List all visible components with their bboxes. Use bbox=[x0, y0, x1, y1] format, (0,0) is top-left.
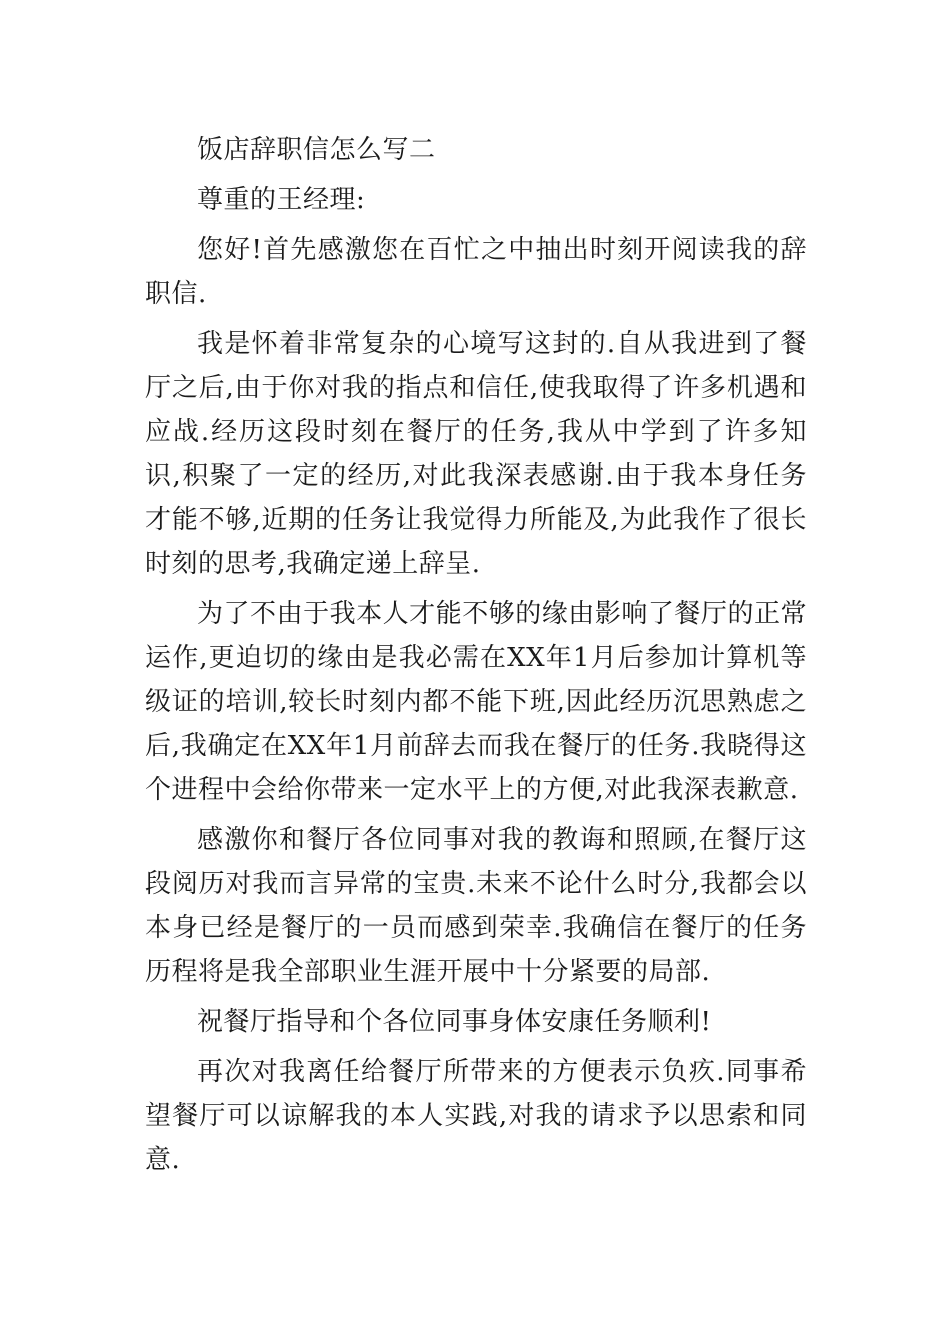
paragraph-apology: 再次对我离任给餐厅所带来的方便表示负疚.同事希望餐厅可以谅解我的本人实践,对我的请求予以思索和同意. bbox=[145, 1057, 807, 1175]
document-body bbox=[145, 128, 807, 1182]
paragraph-greeting: 您好!首先感激您在百忙之中抽出时刻开阅读我的辞职信. bbox=[145, 235, 807, 309]
document-title: 饭店辞职信怎么写二 bbox=[197, 135, 436, 165]
paragraph-thanks: 感激你和餐厅各位同事对我的教诲和照顾,在餐厅这段阅历对我而言异常的宝贵.未来不论什么时分,我都会以本身已经是餐厅的一员而感到荣幸.我确信在餐厅的任务历程将是我全部职业生涯开展中十分紧要的局部. bbox=[145, 825, 807, 987]
salutation: 尊重的王经理: bbox=[197, 185, 366, 215]
paragraph-wishes: 祝餐厅指导和个各位同事身体安康任务顺利! bbox=[197, 1007, 712, 1037]
paragraph-reason: 我是怀着非常复杂的心境写这封的.自从我进到了餐厅之后,由于你对我的指点和信任,使我取得了许多机遇和应战.经历这段时刻在餐厅的任务,我从中学到了许多知识,积聚了一定的经历,对此我深表感谢.由于我本身任务才能不够,近期的任务让我觉得力所能及,为此我作了很长时刻的思考,我确定递上辞呈. bbox=[145, 329, 807, 579]
paragraph-timing: 为了不由于我本人才能不够的缘由影响了餐厅的正常运作,更迫切的缘由是我必需在XX年1月后参加计算机等级证的培训,较长时刻内都不能下班,因此经历沉思熟虑之后,我确定在XX年1月前辞去而我在餐厅的任务.我晓得这个进程中会给你带来一定水平上的方便,对此我深表歉意. bbox=[145, 599, 807, 805]
